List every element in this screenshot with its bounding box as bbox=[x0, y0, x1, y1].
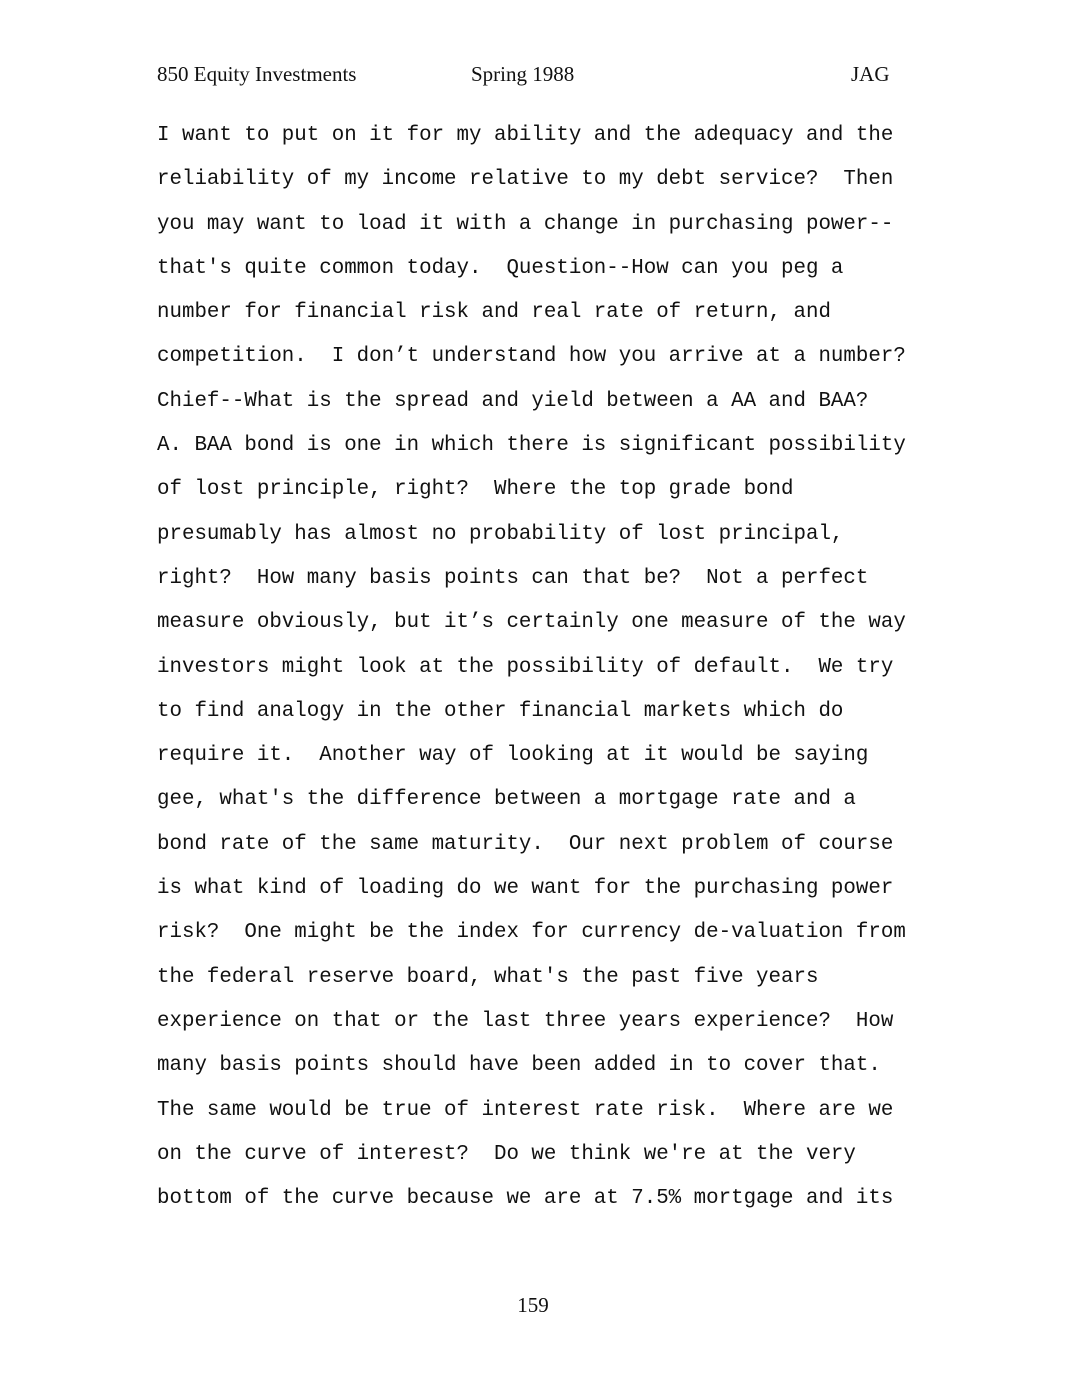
header-course-title: 850 Equity Investments bbox=[157, 62, 357, 86]
text-line: competition. I don’t understand how you arrive at a number? bbox=[157, 345, 906, 369]
text-line: of lost principle, right? Where the top grade bond bbox=[157, 478, 794, 502]
text-line: presumably has almost no probability of lost principal, bbox=[157, 522, 844, 546]
text-line: require it. Another way of looking at it would be saying bbox=[157, 744, 869, 768]
text-line: bond rate of the same maturity. Our next problem of course bbox=[157, 832, 894, 856]
text-line: gee, what's the difference between a mortgage rate and a bbox=[157, 788, 856, 812]
text-line: is what kind of loading do we want for the purchasing power bbox=[157, 877, 894, 901]
page-number: 159 bbox=[517, 1293, 549, 1317]
text-line: on the curve of interest? Do we think we're at the very bbox=[157, 1142, 856, 1166]
text-line: you may want to load it with a change in purchasing power-- bbox=[157, 212, 894, 236]
text-line: right? How many basis points can that be? Not a perfect bbox=[157, 566, 869, 590]
header-term: Spring 1988 bbox=[471, 62, 575, 86]
text-line: number for financial risk and real rate of return, and bbox=[157, 301, 831, 325]
page-header bbox=[0, 62, 1066, 90]
header-author-initials: JAG bbox=[851, 62, 890, 86]
text-line: that's quite common today. Question--How can you peg a bbox=[157, 256, 844, 280]
text-line: The same would be true of interest rate risk. Where are we bbox=[157, 1098, 894, 1122]
text-line: reliability of my income relative to my debt service? Then bbox=[157, 168, 894, 192]
text-line: the federal reserve board, what's the past five years bbox=[157, 965, 819, 989]
text-line: A. BAA bond is one in which there is significant possibility bbox=[157, 434, 906, 458]
text-line: to find analogy in the other financial markets which do bbox=[157, 699, 844, 723]
text-line: Chief--What is the spread and yield between a AA and BAA? bbox=[157, 389, 869, 413]
text-line: many basis points should have been added in to cover that. bbox=[157, 1054, 881, 1078]
text-line: investors might look at the possibility of default. We try bbox=[157, 655, 894, 679]
text-line: bottom of the curve because we are at 7.5% mortgage and its bbox=[157, 1187, 894, 1211]
text-line: measure obviously, but it’s certainly one measure of the way bbox=[157, 611, 906, 635]
text-line: experience on that or the last three years experience? How bbox=[157, 1009, 894, 1033]
text-line: I want to put on it for my ability and the adequacy and the bbox=[157, 124, 894, 147]
text-line: risk? One might be the index for currency de-valuation from bbox=[157, 921, 906, 945]
transcript-body bbox=[157, 114, 1037, 1221]
